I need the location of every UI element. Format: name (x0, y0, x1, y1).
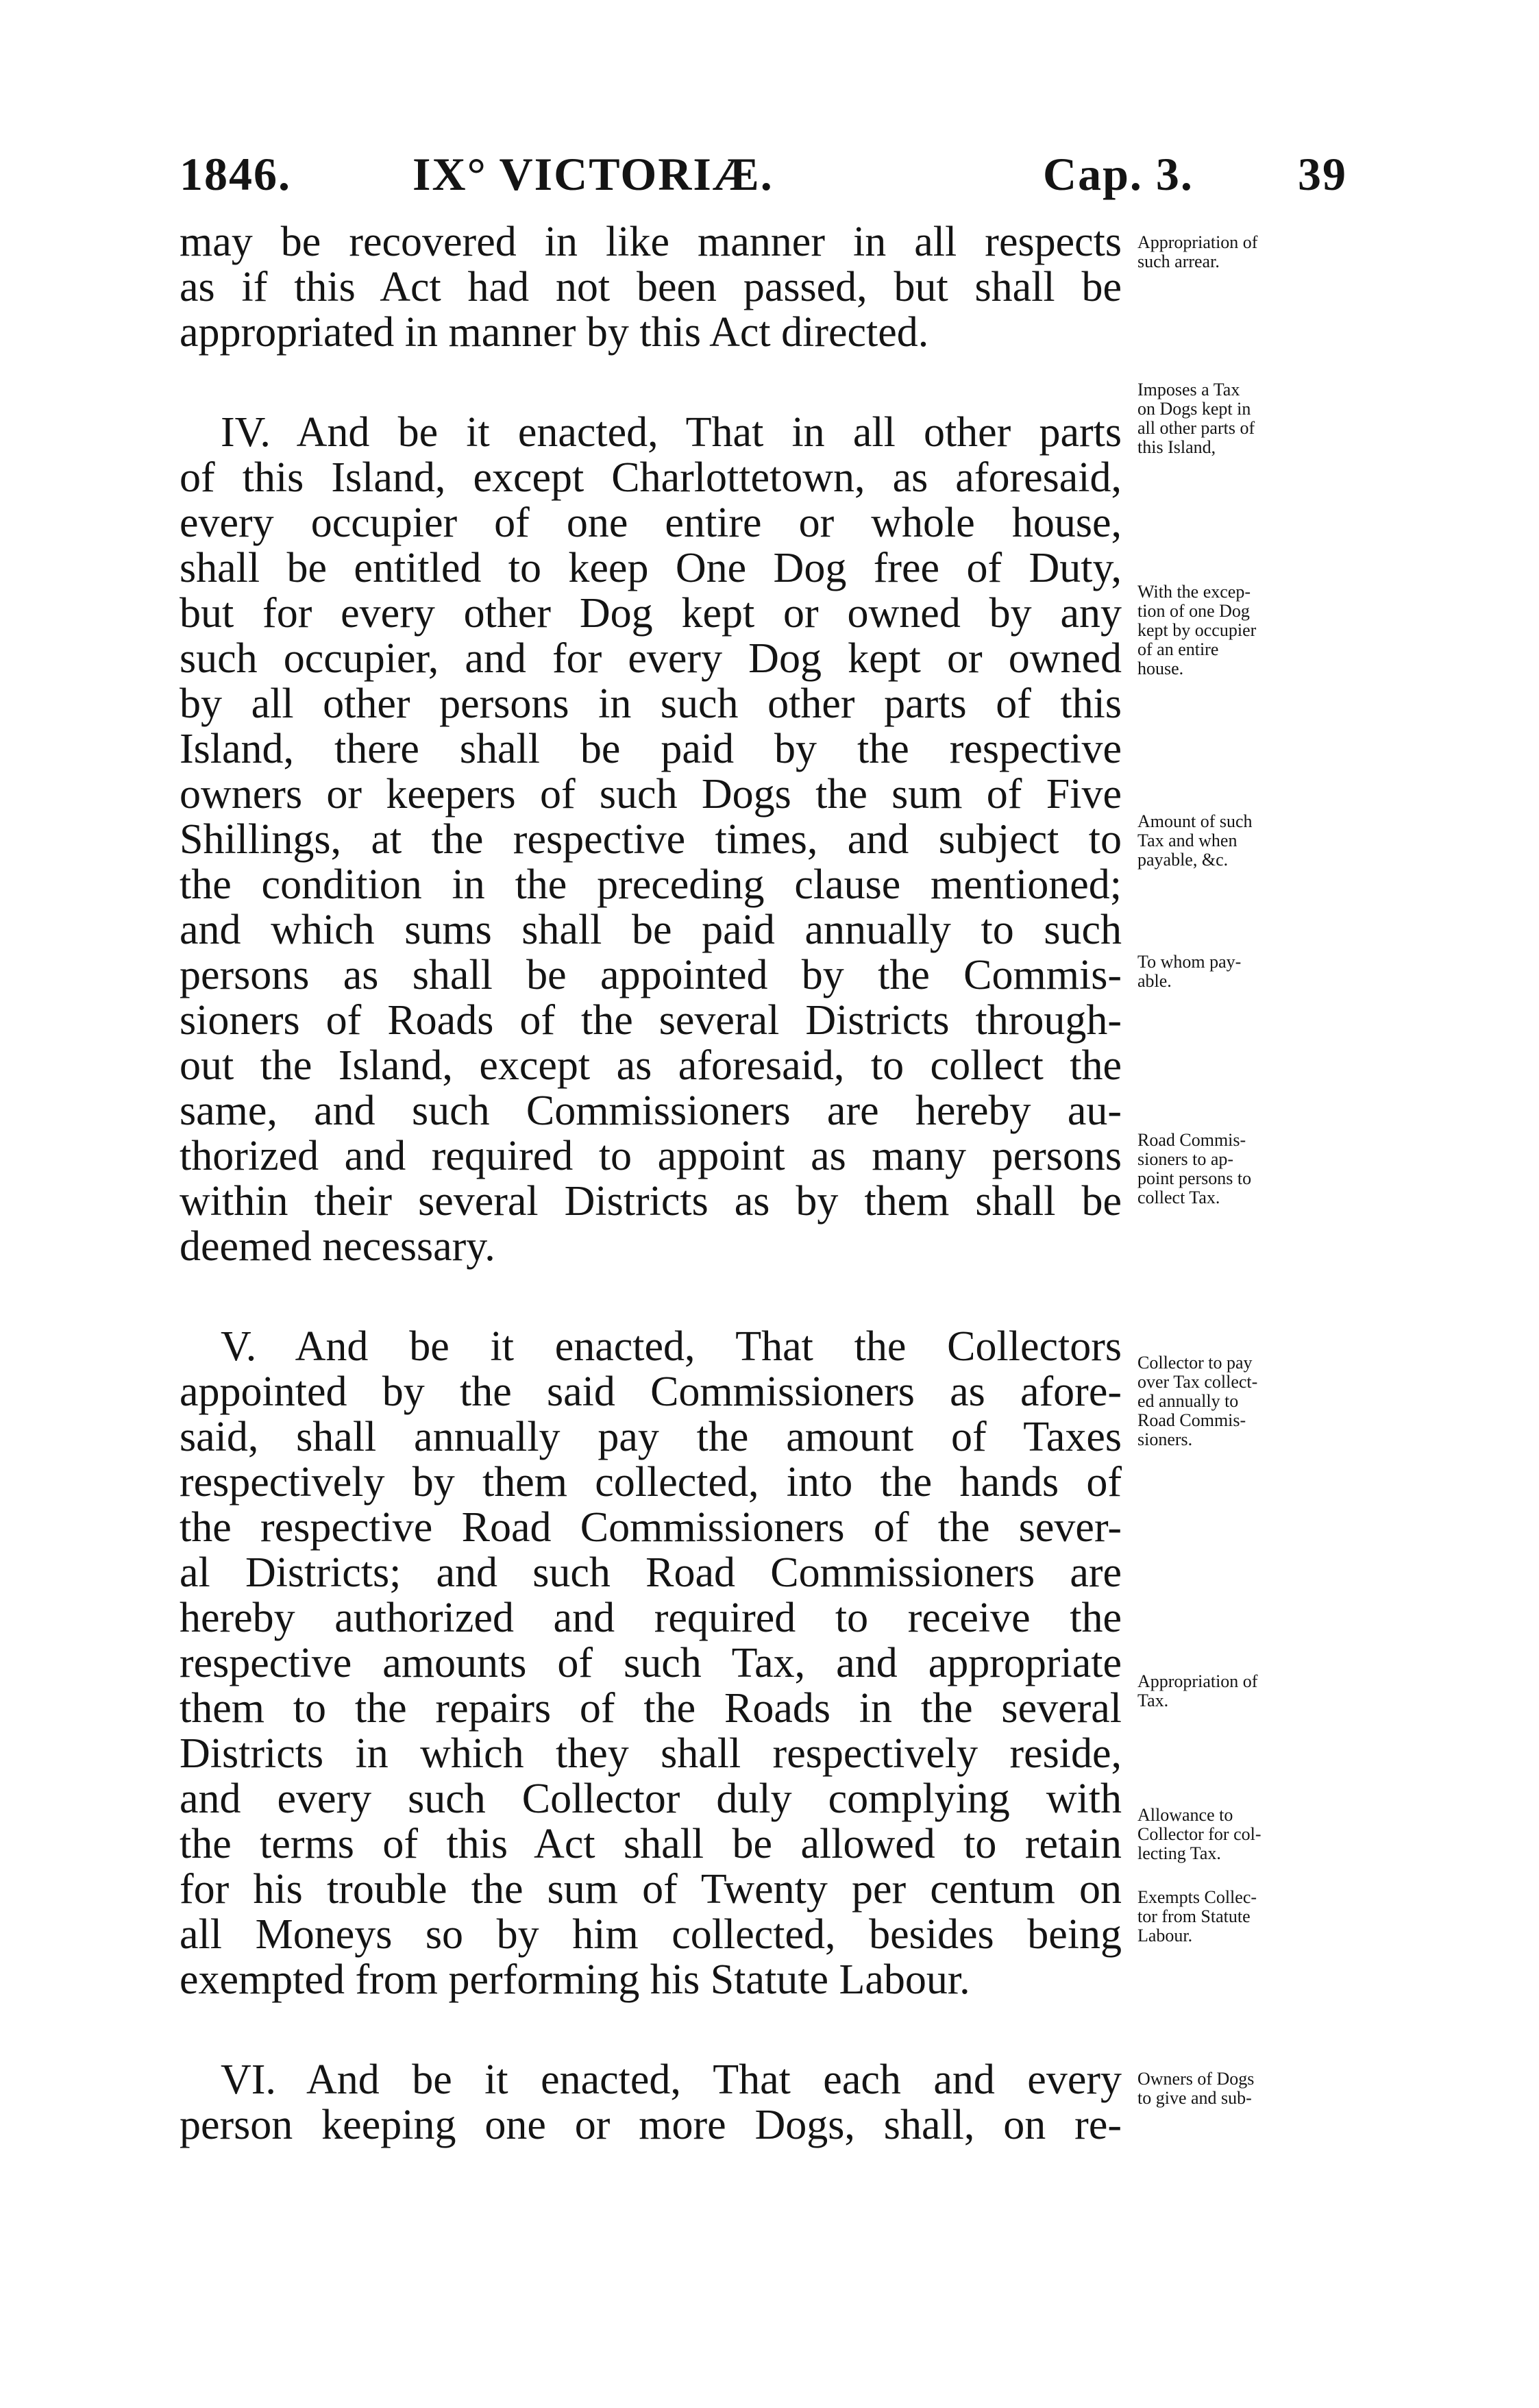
text-line: as if this Act had not been passed, but shall be (180, 264, 1122, 310)
text-line: thorized and required to appoint as many persons (180, 1133, 1122, 1179)
text-line: said, shall annually pay the amount of Taxes (180, 1414, 1122, 1460)
margin-note-line: over Tax collect- (1137, 1372, 1258, 1392)
text-line: owners or keepers of such Dogs the sum of Five (180, 771, 1122, 818)
text-line: appropriated in manner by this Act directed. (180, 309, 929, 356)
margin-note-line: house. (1137, 659, 1184, 678)
body-text (180, 219, 1122, 2148)
margin-note-line: to give and sub- (1137, 2088, 1252, 2108)
text-line: every occupier of one entire or whole house, (180, 500, 1122, 546)
text-line: sioners of Roads of the several Districts through- (180, 997, 1122, 1044)
text-line: the terms of this Act shall be allowed to retain (180, 1821, 1122, 1867)
text-line: within their several Districts as by them shall be (180, 1178, 1122, 1225)
margin-note (1137, 812, 1364, 870)
margin-note-line: Exempts Collec- (1137, 1887, 1257, 1907)
text-line: deemed necessary. (180, 1223, 495, 1270)
margin-note-line: Owners of Dogs (1137, 2069, 1255, 2089)
margin-note (1137, 380, 1364, 457)
margin-note-line: Tax and when (1137, 831, 1238, 850)
header-title: IX° VICTORIÆ. (413, 148, 774, 200)
text-line: appointed by the said Commissioners as afore- (180, 1368, 1122, 1415)
margin-note-line: Tax. (1137, 1691, 1169, 1710)
margin-note-line: on Dogs kept in (1137, 399, 1251, 419)
margin-note-line: of an entire (1137, 639, 1219, 659)
margin-note-line: kept by occupier (1137, 620, 1257, 640)
text-line: all Moneys so by him collected, besides being (180, 1911, 1122, 1958)
margin-note-line: this Island, (1137, 437, 1216, 457)
text-line: IV. And be it enacted, That in all other parts (221, 409, 1122, 456)
margin-note-line: Collector for col- (1137, 1824, 1261, 1844)
margin-note-line: point persons to (1137, 1168, 1252, 1188)
text-line: hereby authorized and required to receive the (180, 1595, 1122, 1641)
margin-note-line: collect Tax. (1137, 1188, 1220, 1207)
text-line: but for every other Dog kept or owned by any (180, 590, 1122, 637)
text-line: and every such Collector duly complying with (180, 1776, 1122, 1822)
text-line: shall be entitled to keep One Dog free of Duty, (180, 545, 1122, 591)
text-line: out the Island, except as aforesaid, to collect the (180, 1042, 1122, 1089)
margin-note-line: Appropriation of (1137, 232, 1258, 252)
margin-note (1137, 582, 1364, 678)
text-line: VI. And be it enacted, That each and every (221, 2056, 1122, 2103)
section-vi (180, 2057, 1122, 2148)
margin-note-line: With the excep- (1137, 582, 1251, 602)
text-line: Shillings, at the respective times, and subject to (180, 816, 1122, 863)
margin-note-line: Collector to pay (1137, 1353, 1253, 1373)
text-line: for his trouble the sum of Twenty per centum on (180, 1866, 1122, 1913)
margin-note-line: Allowance to (1137, 1805, 1233, 1825)
margin-note (1137, 1888, 1364, 1945)
text-line: V. And be it enacted, That the Collectors (221, 1323, 1122, 1370)
margin-note-line: tor from Statute (1137, 1906, 1251, 1926)
text-line: them to the repairs of the Roads in the several (180, 1685, 1122, 1732)
text-line: such occupier, and for every Dog kept or owned (180, 635, 1122, 682)
margin-note-line: Appropriation of (1137, 1671, 1258, 1691)
header-year: 1846. (180, 148, 291, 200)
section-v (180, 1324, 1122, 2002)
section-iv (180, 410, 1122, 1269)
margin-note-line: payable, &c. (1137, 850, 1229, 870)
text-line: by all other persons in such other parts of this (180, 680, 1122, 727)
margin-note-line: Labour. (1137, 1926, 1193, 1945)
margin-note-line: sioners. (1137, 1429, 1193, 1449)
text-line: person keeping one or more Dogs, shall, on re- (180, 2102, 1122, 2148)
text-line: may be recovered in like manner in all respects (180, 219, 1122, 265)
margin-note (1137, 1806, 1364, 1863)
margin-note (1137, 953, 1364, 991)
text-line: al Districts; and such Road Commissioners are (180, 1549, 1122, 1596)
margin-note-line: lecting Tax. (1137, 1843, 1221, 1863)
margin-note-line: sioners to ap- (1137, 1149, 1234, 1169)
margin-note-line: Road Commis- (1137, 1410, 1246, 1430)
page-number: 39 (1298, 148, 1347, 200)
margin-note-line: tion of one Dog (1137, 601, 1250, 621)
margin-note (1137, 1353, 1364, 1449)
margin-note (1137, 1672, 1364, 1710)
text-line: persons as shall be appointed by the Commis- (180, 952, 1122, 998)
text-line: and which sums shall be paid annually to such (180, 907, 1122, 953)
margin-note-line: able. (1137, 971, 1172, 991)
text-line: Island, there shall be paid by the respective (180, 726, 1122, 772)
margin-note-line: Imposes a Tax (1137, 380, 1240, 400)
text-line: of this Island, except Charlottetown, as aforesaid, (180, 454, 1122, 501)
text-line: the condition in the preceding clause mentioned; (180, 861, 1122, 908)
text-line: respective amounts of such Tax, and appropriate (180, 1640, 1122, 1686)
margin-note-line: Amount of such (1137, 811, 1253, 831)
margin-note (1137, 1131, 1364, 1207)
text-line: the respective Road Commissioners of the sever- (180, 1504, 1122, 1551)
text-line: Districts in which they shall respectively reside, (180, 1730, 1122, 1777)
margin-note (1137, 2069, 1364, 2108)
margin-note-line: Road Commis- (1137, 1130, 1246, 1150)
paragraph-continuation (180, 219, 1122, 355)
text-line: exempted from performing his Statute Labour. (180, 1956, 970, 2003)
margin-note-line: ed annually to (1137, 1391, 1239, 1411)
margin-note (1137, 233, 1364, 271)
header-chapter: Cap. 3. (1043, 148, 1194, 200)
text-line: respectively by them collected, into the hands of (180, 1459, 1122, 1506)
text-line: same, and such Commissioners are hereby au- (180, 1088, 1122, 1134)
margin-note-line: such arrear. (1137, 251, 1220, 271)
margin-note-line: To whom pay- (1137, 952, 1242, 972)
margin-note-line: all other parts of (1137, 418, 1255, 438)
running-header (180, 147, 1347, 202)
